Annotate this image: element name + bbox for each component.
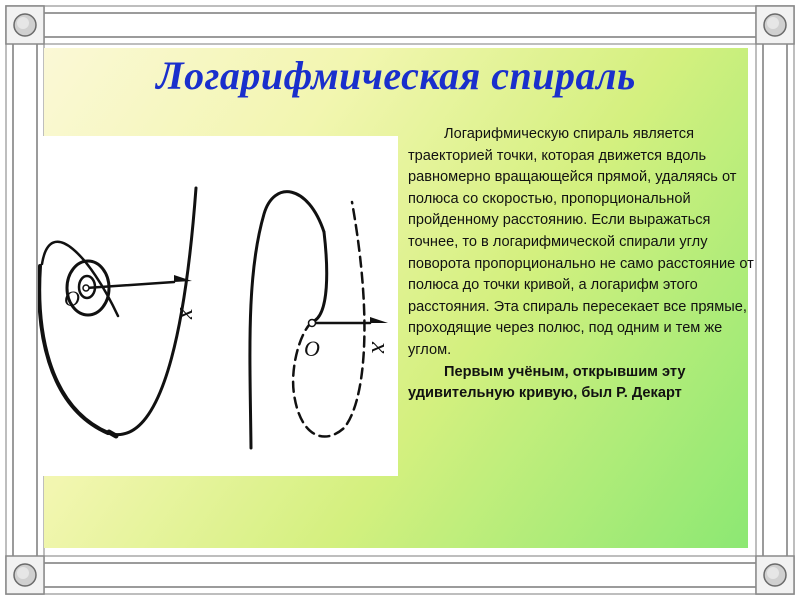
spiral-figure (38, 136, 398, 476)
corner-knob-icon (756, 556, 794, 594)
right-axis-label: x (366, 342, 395, 354)
corner-knob-icon (6, 6, 44, 44)
right-origin-label: O (304, 336, 320, 361)
corner-knob-icon (6, 556, 44, 594)
corner-knob-icon (756, 6, 794, 44)
description-text (408, 124, 754, 405)
right-pole-dot (309, 320, 316, 327)
slide-title: Логарифмическая спираль (156, 53, 636, 98)
history-paragraph: Первым учёным, открывшим эту удивительную кривую, был Р. Декарт (408, 363, 686, 402)
left-axis-label: x (174, 308, 203, 320)
definition-paragraph: Логарифмическую спираль является траекторией точки, которая движется вдоль равномерно вращающейся прямой, удаляясь от полюса со скоростью, пропорциональной пройденному расстоянию. Если выражаться точнее, то в логарифмической спирали углу поворота пропорционально не само расстояние от полюса до точки кривой, а логарифм этого расстояния. Эта спираль пересекает все прямые, проходящие через полюс, под одним и тем же углом. (408, 126, 754, 358)
left-pole-dot (83, 285, 89, 291)
left-origin-label: O (64, 286, 80, 311)
